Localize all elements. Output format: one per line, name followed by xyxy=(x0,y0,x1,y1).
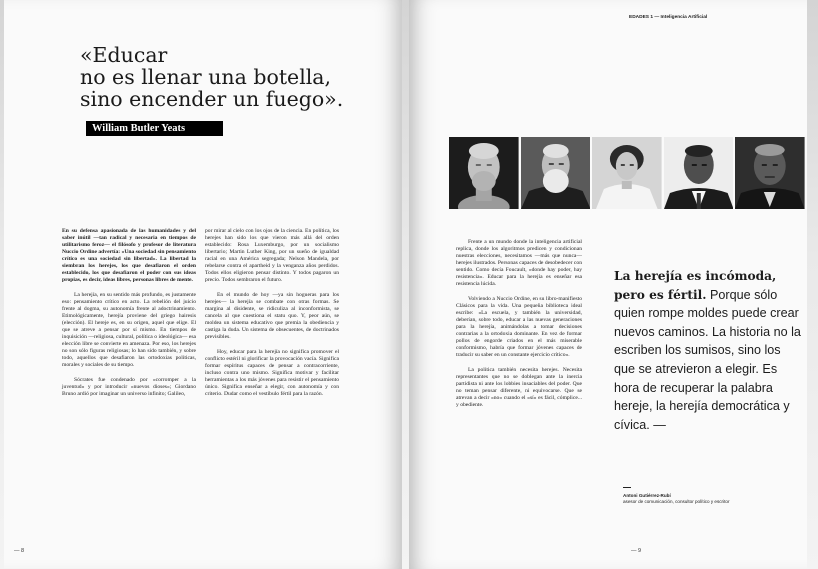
page-number: — 8 xyxy=(14,548,25,554)
right-page xyxy=(409,0,807,569)
page-number: — 9 xyxy=(631,548,642,554)
quote-line: sino encender un fuego». xyxy=(80,87,344,111)
left-page xyxy=(4,0,402,569)
body-paragraph: Hoy, educar para la herejía no significa promover el conflicto estéril ni glorificar la provocación vacía. Significa formar espíritus capaces de pensar a contracorriente, incluso contra uno mismo. Significa motivar y facilitar herramientas a los más jóvenes para resistir el pensamiento único. Significa enseñar a elegir, con autonomía y con criterio. Dudar como el vestíbulo fértil para la razón. xyxy=(205,349,339,397)
socrates-bust xyxy=(449,137,519,209)
body-paragraph: En el mundo de hoy —ya sin hogueras para los herejes— la herejía se combate con otras formas. Se margina al disidente, se ridiculiza al inconformista, se cancela al que cuestiona el statu quo. Y, peor aún, se moldea un sistema educativo que premia la obediencia y castiga la duda. Un sistema de obsecuentes, de doctrinados previsibles. xyxy=(205,292,339,340)
epigraph-quote xyxy=(80,44,400,110)
right-column-1 xyxy=(456,239,582,417)
pull-quote xyxy=(614,267,804,434)
martin-luther-king-portrait xyxy=(664,137,734,209)
pull-quote-bold: La herejía es incómoda, pero es fértil. xyxy=(614,269,777,302)
body-paragraph: La política también necesita herejes. Necesita representantes que no se doblegan ante la inercia partidista ni ante los lobbies insaciables del poder. Que no teman pensar diferente, ni equivocarse. Que se atrevan a decir «no» cuando el «sí» es fácil, cómplice... y obediente. xyxy=(456,367,582,408)
body-paragraph: Frente a un mundo donde la inteligencia artificial replica, donde los algoritmos predicen y condicionan nuestras elecciones, necesitamos —más que nunca— herejes ilustrados. Personas capaces de desobedecer con sentido. Como decía Foucault, «donde hay poder, hay resistencia». Educar para la herejía es enseñar esa resistencia lúcida. xyxy=(456,239,582,287)
quote-line: no es llenar una botella, xyxy=(80,65,332,89)
quote-author: William Butler Yeats xyxy=(86,121,223,136)
lead-paragraph: En su defensa apasionada de las humanidades y del saber inútil —tan radical y necesaria en tiempos de utilitarismo feroz— el filósofo y profesor de literatura Nuccio Ordine advertía: «Una sociedad sin pensamiento crítico es una sociedad sin libertad». La libertad la siembran los herejes, los que desafiaron el orden establecido, los que desafiaron el poder con sus ideas propias, es decir, ideas libres, personas libres de mente. xyxy=(62,228,196,283)
signature-role: asesor de comunicación, consultor político y escritor xyxy=(623,499,730,505)
left-column-1 xyxy=(62,228,196,406)
galileo-portrait xyxy=(521,137,591,209)
rosa-luxemburg-portrait xyxy=(592,137,662,209)
left-column-2 xyxy=(205,228,339,406)
body-paragraph: La herejía, en su sentido más profundo, es justamente eso: pensamiento crítico en acto. La rebelión del juicio frente al dogma, su autonomía frente al adoctrinamiento. Etimológicamente, herejía proviene del griego hairesis (elección). El hereje es, en su origen, aquel que elige. El que se atreve a pensar por sí mismo. En tiempos de inquisición —religiosa, cultural, política o ideológica— esa elección libre se convierte en amenaza. Por eso, los herejes no son sólo figuras religiosas; lo han sido también, y sobre todo, aquellos que desafiaron las ortodoxias políticas, morales y sociales de su tiempo. xyxy=(62,292,196,368)
portrait-strip xyxy=(449,137,805,209)
pull-quote-text: Porque sólo quien rompe moldes puede crear nuevos caminos. La historia no la escriben los sumisos, sino los que se atrevieron a elegir. Es hora de recuperar la palabra hereje, la herejía democrática y cívica. — xyxy=(614,287,801,432)
nelson-mandela-portrait xyxy=(735,137,805,209)
quote-line: «Educar xyxy=(80,43,168,67)
signature-dash xyxy=(623,487,631,488)
body-paragraph: Volviendo a Nuccio Ordine, en su libro-manifiesto Clásicos para la vida. Una pequeña biblioteca ideal escribe: «La escuela, y también la universidad, deberían, sobre todo, educar a las nuevas generaciones para la herejía, animándolas a tomar decisiones contrarias a la ortodoxia dominante. En vez de formar pollos de engorde criados en el más miserable conformismo, habría que formar jóvenes capaces de traducir su saber en un constante ejercicio crítico». xyxy=(456,296,582,358)
running-head: EDADES 1 — Inteligencia Artificial xyxy=(629,15,708,20)
author-signature xyxy=(623,493,773,505)
body-paragraph: por mirar al cielo con los ojos de la ciencia. En política, los herejes han sido los que vieron más allá del orden establecido: Rosa Luxemburgo, por un socialismo libertario; Martin Luther King, por un sueño de igualdad racial en una América segregada; Nelson Mandela, por rebelarse contra el apartheid y la venganza años perdidos. Todos ellos eligieron pensar distinto. Y todos pagaron un precio. Todos sembraron el futuro. xyxy=(205,228,339,283)
signature-name: Antoni Gutiérrez-Rubí xyxy=(623,493,671,498)
body-paragraph: Sócrates fue condenado por «corromper a la juventud» y por introducir «nuevos dioses»; Giordano Bruno ardió por imaginar un universo infinito; Galileo, xyxy=(62,377,196,397)
